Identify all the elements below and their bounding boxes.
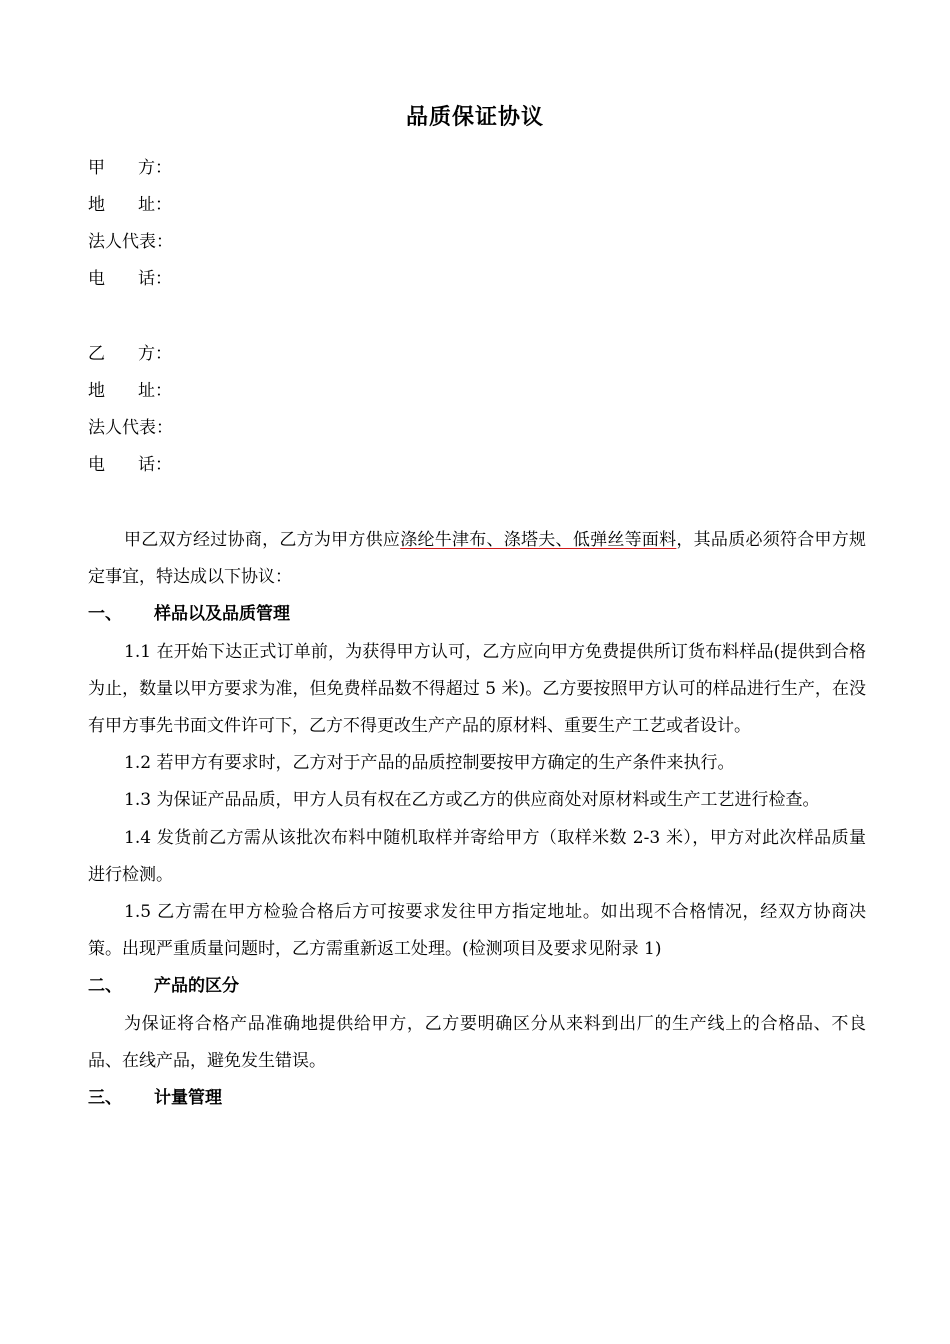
document-title: 品质保证协议 xyxy=(405,105,544,130)
party-b-rep-label: 法人代表： xyxy=(88,418,173,438)
section-paragraph: 1.3 为保证产品品质，甲方人员有权在乙方或乙方的供应商处对原材料或生产工艺进行检查。 xyxy=(124,790,820,811)
section-paragraph: 为保证将合格产品准确地提供给甲方，乙方要明确区分从来料到出厂的生产线上的合格品、不良品、在线产品，避免发生错误。 xyxy=(88,1013,866,1071)
section-paragraph: 1.4 发货前乙方需从该批次布料中随机取样并寄给甲方（取样米数 2-3 米），甲方对此次样品质量进行检测。 xyxy=(88,827,866,885)
party-a-name-field xyxy=(88,150,172,187)
party-a-block xyxy=(88,150,172,298)
party-a-phone-field xyxy=(88,261,172,298)
section-heading: 二、 产品的区分 xyxy=(88,976,239,997)
party-a-address-field xyxy=(88,187,172,224)
party-b-address-label: 地 址： xyxy=(88,381,172,401)
party-a-phone-label: 电 话： xyxy=(88,269,172,289)
party-a-name-label: 甲 方： xyxy=(88,158,172,178)
section-heading: 三、 计量管理 xyxy=(88,1088,222,1109)
underlined-materials: 涤纶牛津布、涤塔夫、低弹丝等面料 xyxy=(400,530,677,550)
party-a-rep-field xyxy=(88,224,172,261)
party-b-block xyxy=(88,336,172,484)
section-paragraph: 1.2 若甲方有要求时，乙方对于产品的品质控制要按甲方确定的生产条件来执行。 xyxy=(124,753,735,774)
section-heading: 一、 样品以及品质管理 xyxy=(88,604,290,625)
party-b-name-label: 乙 方： xyxy=(88,344,172,364)
party-b-phone-label: 电 话： xyxy=(88,455,172,475)
party-b-name-field xyxy=(88,336,172,373)
intro-paragraph: 甲乙双方经过协商，乙方为甲方供应涤纶牛津布、涤塔夫、低弹丝等面料，其品质必须符合甲方规定事宜，特达成以下协议： xyxy=(88,530,867,588)
section-paragraph: 1.5 乙方需在甲方检验合格后方可按要求发往甲方指定地址。如出现不合格情况，经双方协商决策。出现严重质量问题时，乙方需重新返工处理。(检测项目及要求见附录 1) xyxy=(88,902,866,960)
party-b-phone-field xyxy=(88,447,172,484)
agreement-body xyxy=(88,522,866,1117)
party-a-address-label: 地 址： xyxy=(88,195,172,215)
section-paragraph: 1.1 在开始下达正式订单前，为获得甲方认可，乙方应向甲方免费提供所订货布料样品(提供到合格为止，数量以甲方要求为准，但免费样品数不得超过 5 米)。乙方要按照甲方认可的样品进行生产，在没有甲方事先书面文件许可下，乙方不得更改生产产品的原材料、重要生产工艺或者设计。 xyxy=(88,641,866,737)
party-b-rep-field xyxy=(88,410,172,447)
party-a-rep-label: 法人代表： xyxy=(88,232,173,252)
party-b-address-field xyxy=(88,373,172,410)
